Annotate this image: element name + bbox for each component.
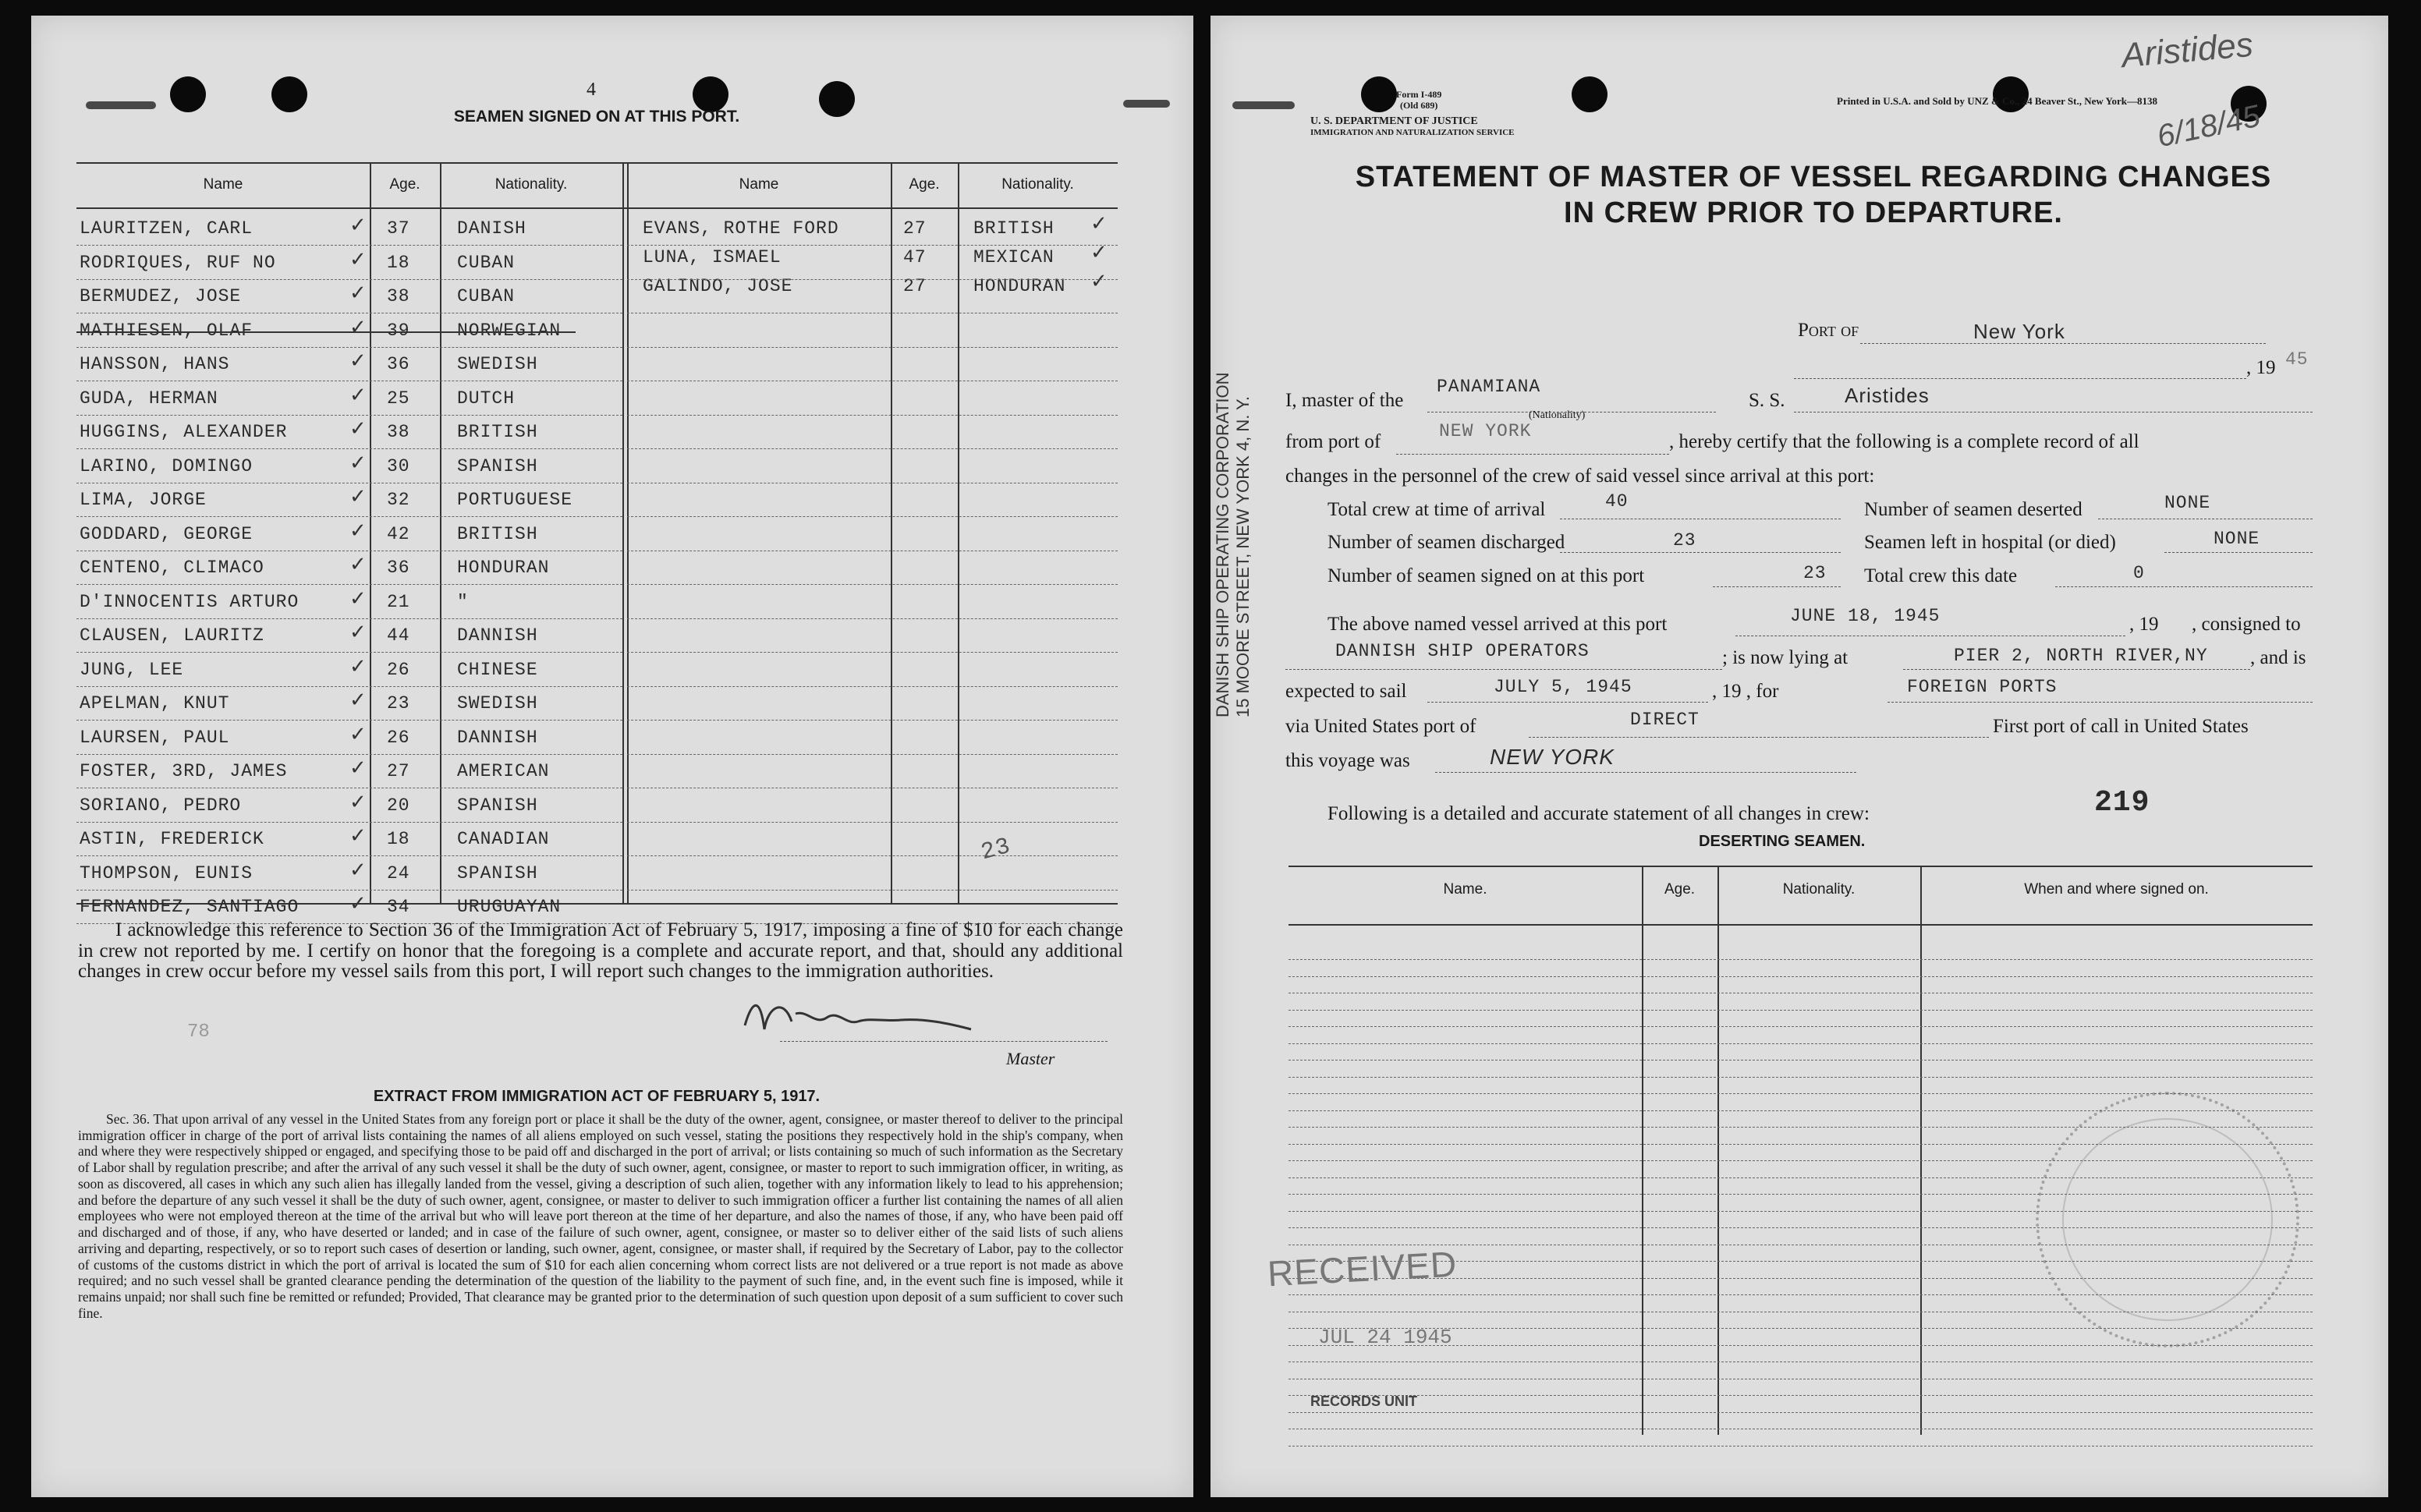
seaman-age: 27 bbox=[903, 218, 927, 239]
seaman-nationality: " bbox=[457, 591, 469, 612]
ink-smudge bbox=[1232, 101, 1295, 109]
signed-on-value: 23 bbox=[1803, 563, 1827, 583]
deserting-title: DESERTING SEAMEN. bbox=[1699, 833, 1866, 850]
seaman-age: 25 bbox=[387, 388, 410, 409]
expected-value: JULY 5, 1945 bbox=[1494, 677, 1632, 697]
desert-row-rule bbox=[1288, 959, 2313, 960]
hospital-value: NONE bbox=[2214, 529, 2260, 549]
changes-text: changes in the personnel of the crew of said vessel since arrival at this port: bbox=[1285, 466, 1875, 487]
seaman-nationality: AMERICAN bbox=[457, 761, 550, 781]
row-rule bbox=[627, 652, 1118, 653]
master-label: Master bbox=[1006, 1049, 1055, 1068]
for-line bbox=[1888, 702, 2313, 703]
hospital-label: Seamen left in hospital (or died) bbox=[1864, 532, 2116, 553]
checkmark-icon: ✓ bbox=[349, 621, 367, 644]
checkmark-icon: ✓ bbox=[1090, 240, 1108, 264]
row-rule bbox=[76, 686, 622, 687]
statement-title bbox=[1256, 160, 2371, 231]
nationality-caption: (Nationality) bbox=[1529, 409, 1586, 421]
seaman-name: GALINDO, JOSE bbox=[643, 275, 793, 296]
port-of-label: Port of bbox=[1798, 320, 1859, 341]
row-rule bbox=[627, 279, 1118, 280]
deserted-label: Number of seamen deserted bbox=[1864, 499, 2082, 520]
seaman-name: LAURITZEN, CARL bbox=[80, 218, 253, 239]
seaman-name: HANSSON, HANS bbox=[80, 354, 230, 374]
seaman-name: LARINO, DOMINGO bbox=[80, 455, 253, 476]
desert-row-rule bbox=[1288, 1010, 2313, 1011]
seaman-age: 18 bbox=[387, 252, 410, 273]
ss-label: S. S. bbox=[1749, 390, 1785, 411]
number-stamp: 219 bbox=[2094, 786, 2150, 820]
seaman-age: 34 bbox=[387, 897, 410, 917]
seaman-name: ASTIN, FREDERICK bbox=[80, 829, 264, 849]
circular-date-stamp bbox=[2036, 1092, 2299, 1347]
seaman-age: 36 bbox=[387, 558, 410, 578]
col-header-age: Age. bbox=[389, 176, 420, 193]
checkmark-icon: ✓ bbox=[349, 756, 367, 780]
seaman-name: EVANS, ROTHE FORD bbox=[643, 218, 839, 239]
extract-title: EXTRACT FROM IMMIGRATION ACT OF FEBRUARY 5, 1917. bbox=[373, 1088, 821, 1105]
voyage-value: NEW YORK bbox=[1490, 745, 1615, 769]
desert-header-rule bbox=[1288, 924, 2313, 926]
row-rule bbox=[76, 652, 622, 653]
statement-title-line2: IN CREW PRIOR TO DEPARTURE. bbox=[1564, 196, 2063, 229]
port-of-value: New York bbox=[1973, 320, 2065, 343]
seaman-name: D'INNOCENTIS ARTURO bbox=[80, 591, 300, 612]
vessel-line bbox=[1794, 412, 2313, 413]
column-divider bbox=[370, 162, 371, 903]
seaman-age: 27 bbox=[903, 275, 927, 296]
for-value: FOREIGN PORTS bbox=[1907, 677, 2058, 697]
desert-header-name: Name. bbox=[1443, 881, 1487, 898]
seaman-age: 26 bbox=[387, 727, 410, 748]
extract-body: Sec. 36. That upon arrival of any vessel in the United States from any foreign port or place it shall be the duty of the owner, agent, consignee, or master thereof to deliver to the principal immigration officer in charge of the port of arrival lists containing the names of all aliens employed on such vessel, stating the positions they respectively hold in the ship's company, when and where they were respectively shipped or engaged, and specifying those to be paid off and discharged in the port of arrival; or lists containing so much of such information as the Secretary of Labor shall by regulation prescribe; and after the arrival of any such vessel it shall be the duty of such owner, agent, consignee, or master to report to such immigration officer, in writing, as soon as discovered, all cases in which any such alien has illegally landed from the vessel, giving a description of such alien, together with any information likely to lead to his apprehension; and before the departure of any such vessel it shall be the duty of such owner, agent, consignee, or master to deliver to such immigration officer a further list containing the names of all alien employees who were not employed thereon at the time of the arrival but who will leave port thereon at the time of her departure, and also the names of those, if any, who have been paid off and discharged and of those, if any, who have deserted or landed; and in case of the failure of such owner, agent, consignee, or master so to deliver either of the said lists of such aliens arriving and departing, respectively, or so to report such cases of desertion or landing, such owner, agent, consignee, or master shall, if required by the Secretary of Labor, pay to the collector of customs of the customs district in which the port of arrival is located the sum of $10 for each alien concerning whom correct lists are not delivered or a true report is not made as above required; and no such vessel shall be granted clearance pending the determination of the question of the liability to the payment of such fine, and, in the event such fine is imposed, while it remains unpaid; nor shall such fine be remitted or refunded; Provided, That clearance may be granted prior to the determination of such question upon deposit of a sum sufficient to cover such fine. bbox=[78, 1111, 1123, 1321]
via-label: via United States port of bbox=[1285, 716, 1476, 737]
hospital-line bbox=[2164, 552, 2313, 553]
row-rule bbox=[627, 448, 1118, 449]
for-label: , 19 , for bbox=[1712, 681, 1779, 702]
seaman-age: 21 bbox=[387, 591, 410, 612]
seaman-name: LIMA, JORGE bbox=[80, 490, 207, 510]
desert-row-rule bbox=[1288, 1043, 2313, 1044]
and-is-label: , and is bbox=[2250, 647, 2306, 668]
seaman-age: 32 bbox=[387, 490, 410, 510]
form-old-number: (Old 689) bbox=[1400, 100, 1438, 111]
checkmark-icon: ✓ bbox=[349, 722, 367, 746]
punch-hole bbox=[1361, 76, 1397, 112]
seaman-name: CLAUSEN, LAURITZ bbox=[80, 625, 264, 646]
row-rule bbox=[627, 754, 1118, 755]
total-crew-date-label: Total crew this date bbox=[1864, 565, 2018, 586]
row-rule bbox=[627, 516, 1118, 517]
received-date: JUL 24 1945 bbox=[1318, 1326, 1452, 1349]
seaman-nationality: SWEDISH bbox=[457, 354, 538, 374]
row-rule bbox=[76, 415, 622, 416]
from-port-line bbox=[1396, 454, 1669, 455]
seaman-age: 37 bbox=[387, 218, 410, 239]
row-rule bbox=[627, 347, 1118, 348]
seaman-name: GODDARD, GEORGE bbox=[80, 523, 253, 544]
seaman-age: 39 bbox=[387, 320, 410, 341]
consigned-to-label: , consigned to bbox=[2192, 614, 2301, 635]
row-rule bbox=[76, 516, 622, 517]
seaman-nationality: BRITISH bbox=[457, 422, 538, 442]
row-rule bbox=[76, 855, 622, 856]
column-divider bbox=[622, 162, 624, 903]
expected-label: expected to sail bbox=[1285, 681, 1407, 702]
seaman-nationality: MEXICAN bbox=[973, 246, 1055, 267]
year-value: 45 bbox=[2285, 349, 2309, 370]
master-of-label: I, master of the bbox=[1285, 390, 1404, 411]
seaman-nationality: DANISH bbox=[457, 218, 526, 239]
column-divider bbox=[891, 162, 892, 903]
col-header-name: Name bbox=[739, 176, 779, 193]
seaman-name: THOMPSON, EUNIS bbox=[80, 862, 253, 883]
page-number: 4 bbox=[587, 80, 596, 100]
seaman-name: CENTENO, CLIMACO bbox=[80, 558, 264, 578]
via-line bbox=[1529, 737, 1989, 738]
consignee-line bbox=[1285, 669, 1722, 670]
signed-on-line bbox=[1713, 586, 1841, 587]
row-rule bbox=[627, 686, 1118, 687]
row-rule bbox=[76, 584, 622, 585]
column-divider bbox=[627, 162, 629, 903]
checkmark-icon: ✓ bbox=[349, 824, 367, 848]
seaman-name: JUNG, LEE bbox=[80, 659, 184, 680]
consignee-value: DANNISH SHIP OPERATORS bbox=[1335, 641, 1590, 661]
desert-top-rule bbox=[1288, 866, 2313, 867]
seaman-age: 24 bbox=[387, 862, 410, 883]
side-stamp-line2: 15 MOORE STREET, NEW YORK 4, N. Y. bbox=[1233, 395, 1253, 717]
row-rule bbox=[627, 720, 1118, 721]
seaman-name: RODRIQUES, RUF NO bbox=[80, 252, 276, 273]
desert-col-divider bbox=[1717, 866, 1719, 1435]
arrived-label: The above named vessel arrived at this port bbox=[1327, 614, 1668, 635]
seaman-name: LAURSEN, PAUL bbox=[80, 727, 230, 748]
department-name: U. S. DEPARTMENT OF JUSTICE bbox=[1310, 115, 1478, 127]
from-port-value: NEW YORK bbox=[1439, 421, 1532, 441]
column-divider bbox=[958, 162, 959, 903]
following-text: Following is a detailed and accurate statement of all changes in crew: bbox=[1327, 803, 1870, 824]
checkmark-icon: ✓ bbox=[349, 282, 367, 305]
row-rule bbox=[627, 415, 1118, 416]
checkmark-icon: ✓ bbox=[349, 689, 367, 712]
row-rule bbox=[76, 720, 622, 721]
desert-header-when-where: When and where signed on. bbox=[2024, 881, 2209, 898]
seaman-nationality: CUBAN bbox=[457, 252, 516, 273]
seaman-age: 18 bbox=[387, 829, 410, 849]
discharged-label: Number of seamen discharged bbox=[1327, 532, 1565, 553]
seaman-nationality: DUTCH bbox=[457, 388, 516, 409]
checkmark-icon: ✓ bbox=[349, 586, 367, 611]
discharged-value: 23 bbox=[1673, 530, 1696, 551]
seaman-nationality: BRITISH bbox=[973, 218, 1055, 239]
seaman-nationality: SPANISH bbox=[457, 862, 538, 883]
col-header-age: Age. bbox=[909, 176, 940, 193]
seaman-age: 42 bbox=[387, 523, 410, 544]
seaman-nationality: HONDURAN bbox=[457, 558, 550, 578]
first-call-label: First port of call in United States bbox=[1993, 716, 2249, 737]
margin-note: 23 bbox=[978, 833, 1014, 867]
received-stamp: RECEIVED bbox=[1266, 1243, 1459, 1294]
desert-col-divider bbox=[1642, 866, 1643, 1435]
desert-row-rule bbox=[1288, 1077, 2313, 1078]
seaman-age: 23 bbox=[387, 693, 410, 714]
acknowledgement-text: I acknowledge this reference to Section 36 of the Immigration Act of February 5, 1917, imposing a fine of $10 for each change in crew not reported by me. I certify on honor that the foregoing is a complete and accurate report, and that, should any additional changes in crew occur before my vessel sails from this port, I will report such changes to the immigration authorities. bbox=[78, 919, 1123, 982]
seaman-name: APELMAN, KNUT bbox=[80, 693, 230, 714]
total-crew-arrival-label: Total crew at time of arrival bbox=[1327, 499, 1546, 520]
seaman-nationality: BRITISH bbox=[457, 523, 538, 544]
checkmark-icon: ✓ bbox=[349, 383, 367, 407]
checkmark-icon: ✓ bbox=[349, 485, 367, 508]
row-rule bbox=[76, 448, 622, 449]
seaman-name: BERMUDEZ, JOSE bbox=[80, 286, 242, 306]
checkmark-icon: ✓ bbox=[349, 417, 367, 441]
punch-hole bbox=[1572, 76, 1608, 112]
voyage-label: this voyage was bbox=[1285, 750, 1410, 771]
checkmark-icon: ✓ bbox=[1090, 212, 1108, 235]
signed-on-label: Number of seamen signed on at this port bbox=[1327, 565, 1645, 586]
seaman-age: 30 bbox=[387, 455, 410, 476]
seaman-name: FERNANDEZ, SANTIAGO bbox=[80, 897, 300, 917]
deserted-value: NONE bbox=[2164, 493, 2211, 513]
seaman-age: 26 bbox=[387, 659, 410, 680]
agent-side-stamp bbox=[1213, 372, 1254, 717]
seaman-age: 36 bbox=[387, 354, 410, 374]
row-rule bbox=[76, 890, 622, 891]
arrived-value: JUNE 18, 1945 bbox=[1790, 606, 1941, 626]
seaman-name: SORIANO, PEDRO bbox=[80, 795, 242, 816]
desert-row-rule bbox=[1288, 1412, 2313, 1413]
row-rule bbox=[627, 245, 1118, 246]
seaman-nationality: PORTUGUESE bbox=[457, 490, 573, 510]
row-rule bbox=[76, 822, 622, 823]
row-rule bbox=[76, 279, 622, 280]
row-rule bbox=[627, 618, 1118, 619]
seamen-signed-on-title: SEAMEN SIGNED ON AT THIS PORT. bbox=[453, 108, 740, 126]
desert-header-age: Age. bbox=[1664, 881, 1696, 898]
row-rule bbox=[76, 618, 622, 619]
signature-line bbox=[780, 1041, 1108, 1042]
desert-row-rule bbox=[1288, 1395, 2313, 1396]
seaman-age: 20 bbox=[387, 795, 410, 816]
row-rule bbox=[627, 890, 1118, 891]
desert-row-rule bbox=[1288, 976, 2313, 977]
checkmark-icon: ✓ bbox=[349, 858, 367, 882]
desert-header-nationality: Nationality. bbox=[1782, 881, 1856, 898]
checkmark-icon: ✓ bbox=[349, 790, 367, 814]
checkmark-icon: ✓ bbox=[349, 214, 367, 237]
checkmark-icon: ✓ bbox=[349, 247, 367, 271]
from-port-label: from port of bbox=[1285, 431, 1381, 452]
lying-value: PIER 2, NORTH RIVER,NY bbox=[1954, 646, 2208, 666]
checkmark-icon: ✓ bbox=[349, 654, 367, 678]
seaman-nationality: DANNISH bbox=[457, 727, 538, 748]
seaman-name: LUNA, ISMAEL bbox=[643, 246, 782, 267]
seaman-age: 44 bbox=[387, 625, 410, 646]
seaman-nationality: CANADIAN bbox=[457, 829, 550, 849]
total-crew-arrival-value: 40 bbox=[1605, 491, 1629, 512]
seamen-signed-on-table bbox=[76, 147, 1118, 917]
checkmark-icon: ✓ bbox=[349, 451, 367, 475]
seaman-age: 27 bbox=[387, 761, 410, 781]
desert-row-rule bbox=[1288, 1026, 2313, 1027]
form-number: Form I-489 bbox=[1396, 89, 1442, 100]
seaman-nationality: SPANISH bbox=[457, 455, 538, 476]
seaman-name: MATHIESEN, OLAF bbox=[80, 320, 253, 341]
via-value: DIRECT bbox=[1630, 710, 1700, 730]
ink-smudge bbox=[1123, 100, 1170, 108]
row-rule bbox=[627, 584, 1118, 585]
desert-col-divider bbox=[1920, 866, 1922, 1435]
row-rule bbox=[627, 855, 1118, 856]
checkmark-icon: ✓ bbox=[349, 892, 367, 915]
lying-label: ; is now lying at bbox=[1722, 647, 1849, 668]
checkmark-icon: ✓ bbox=[349, 519, 367, 543]
checkmark-icon: ✓ bbox=[349, 349, 367, 373]
row-rule bbox=[76, 347, 622, 348]
column-divider bbox=[440, 162, 441, 903]
seaman-nationality: DANNISH bbox=[457, 625, 538, 646]
discharged-line bbox=[1560, 552, 1841, 553]
handwritten-date: 6/18/45 bbox=[2153, 98, 2263, 154]
seaman-nationality: URUGUAYAN bbox=[457, 897, 562, 917]
printer-line: Printed in U.S.A. and Sold by UNZ & Co., 24 Beaver St., New York—8138 bbox=[1837, 95, 2157, 107]
table-header-rule bbox=[76, 207, 1118, 209]
certify-text: , hereby certify that the following is a complete record of all bbox=[1669, 431, 2139, 452]
col-header-nationality: Nationality. bbox=[494, 176, 568, 193]
col-header-nationality: Nationality. bbox=[1001, 176, 1074, 193]
side-stamp-line1: DANISH SHIP OPERATING CORPORATION bbox=[1213, 372, 1232, 717]
strikethrough bbox=[76, 331, 576, 333]
seaman-nationality: HONDURAN bbox=[973, 275, 1066, 296]
seaman-name: HUGGINS, ALEXANDER bbox=[80, 422, 288, 442]
total-crew-date-line bbox=[2055, 586, 2313, 587]
row-rule bbox=[76, 754, 622, 755]
voyage-line bbox=[1435, 772, 1856, 773]
nationality-value: PANAMIANA bbox=[1437, 377, 1541, 397]
total-crew-date-value: 0 bbox=[2133, 563, 2145, 583]
seaman-nationality: SPANISH bbox=[457, 795, 538, 816]
desert-row-rule bbox=[1288, 1060, 2313, 1061]
checkmark-icon: ✓ bbox=[1090, 269, 1108, 293]
checkmark-icon: ✓ bbox=[349, 553, 367, 576]
seaman-age: 38 bbox=[387, 286, 410, 306]
row-rule bbox=[76, 245, 622, 246]
faint-stamp: 78 bbox=[187, 1022, 210, 1043]
master-signature bbox=[729, 990, 979, 1045]
seaman-name: GUDA, HERMAN bbox=[80, 388, 218, 409]
date-line bbox=[1794, 378, 2246, 379]
seaman-nationality: CHINESE bbox=[457, 659, 538, 680]
lying-line bbox=[1903, 669, 2250, 670]
service-name: IMMIGRATION AND NATURALIZATION SERVICE bbox=[1310, 128, 1515, 137]
year-prefix: , 19 bbox=[2246, 357, 2276, 378]
table-top-rule bbox=[76, 162, 1118, 164]
row-rule bbox=[627, 822, 1118, 823]
seaman-nationality: NORWEGIAN bbox=[457, 320, 562, 341]
expected-line bbox=[1427, 702, 1708, 703]
arrived-year-prefix: , 19 bbox=[2129, 614, 2159, 635]
checkmark-icon: ✓ bbox=[349, 315, 367, 339]
records-unit-stamp: RECORDS UNIT bbox=[1310, 1393, 1418, 1409]
seaman-age: 38 bbox=[387, 422, 410, 442]
seaman-name: FOSTER, 3RD, JAMES bbox=[80, 761, 288, 781]
handwritten-vessel-name: Aristides bbox=[2120, 25, 2255, 76]
statement-title-line1: STATEMENT OF MASTER OF VESSEL REGARDING CHANGES bbox=[1355, 161, 2272, 193]
seaman-nationality: CUBAN bbox=[457, 286, 516, 306]
seaman-age: 47 bbox=[903, 246, 927, 267]
seaman-nationality: SWEDISH bbox=[457, 693, 538, 714]
col-header-name: Name bbox=[203, 176, 243, 193]
vessel-name: Aristides bbox=[1845, 384, 1930, 407]
